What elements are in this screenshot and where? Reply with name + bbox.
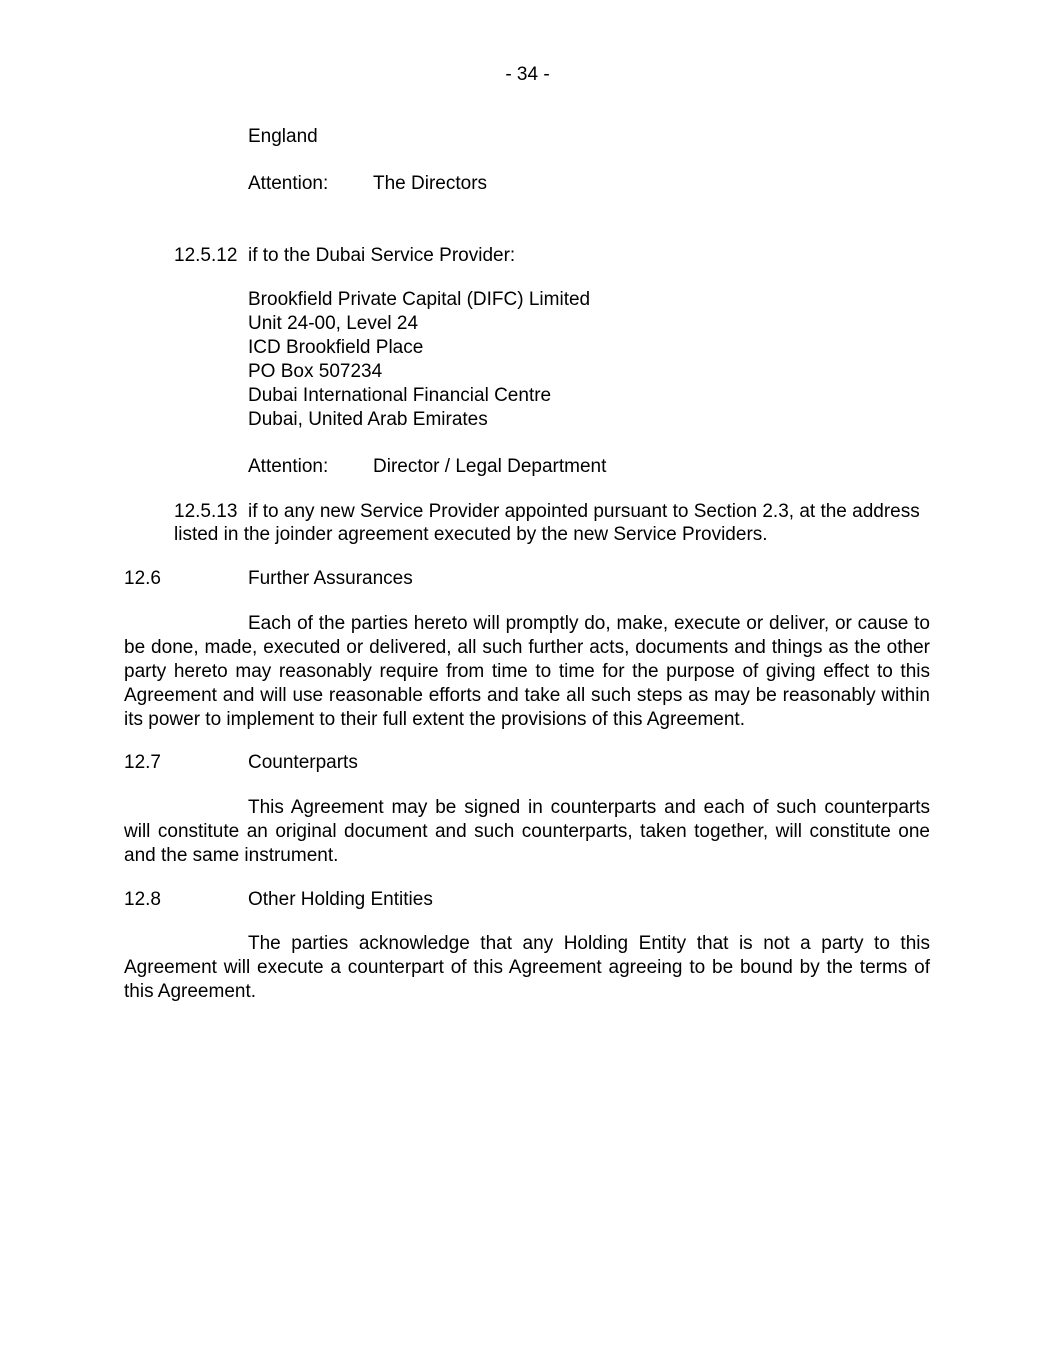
address-line: PO Box 507234 [248, 360, 383, 382]
section-12-5-12-number: 12.5.12 [174, 245, 238, 266]
attention-label: Attention: [248, 456, 329, 477]
section-12-6-body: Each of the parties hereto will promptly do, make, execute or deliver, or cause to be done, made, executed or delivered, all such further acts, documents and things as the other party hereto may reasonably require from time to time for the purpose of giving effect to this Agreement and will use reasonable efforts and take all such steps as may be reasonably within its power to implement to their full extent the provisions of this Agreement. [124, 613, 930, 730]
attention-value: The Directors [373, 173, 488, 194]
section-12-8-body: The parties acknowledge that any Holding Entity that is not a party to this Agreement will execute a counterpart of this Agreement agreeing to be bound by the terms of this Agreement. [124, 933, 930, 1002]
page-number: - 34 - [505, 64, 550, 85]
section-12-5-13-line1: if to any new Service Provider appointed pursuant to Section 2.3, at the address [248, 501, 920, 522]
section-12-5-12-text: if to the Dubai Service Provider: [248, 245, 516, 266]
section-12-6-title: Further Assurances [248, 568, 413, 589]
section-12-5-13-line2: listed in the joinder agreement executed by the new Service Providers. [174, 524, 768, 545]
section-12-8-title: Other Holding Entities [248, 889, 433, 910]
address-line: Dubai International Financial Centre [248, 384, 552, 406]
section-12-7-number: 12.7 [124, 752, 161, 773]
address-line: Unit 24-00, Level 24 [248, 312, 419, 334]
section-12-6-number: 12.6 [124, 568, 161, 589]
address-line: Dubai, United Arab Emirates [248, 408, 488, 430]
dubai-address-block [248, 288, 590, 431]
attention-label: Attention: [248, 173, 329, 194]
section-12-8-number: 12.8 [124, 889, 161, 910]
attention-value: Director / Legal Department [373, 456, 607, 477]
address-country: England [248, 126, 318, 147]
section-12-7-title: Counterparts [248, 752, 358, 773]
address-line: Brookfield Private Capital (DIFC) Limited [248, 289, 591, 310]
section-12-7-body: This Agreement may be signed in counterparts and each of such counterparts will constitute an original document and such counterparts, taken together, will constitute one and the same instrument. [124, 797, 930, 866]
address-line: ICD Brookfield Place [248, 336, 424, 358]
section-12-5-13-number: 12.5.13 [174, 501, 238, 522]
